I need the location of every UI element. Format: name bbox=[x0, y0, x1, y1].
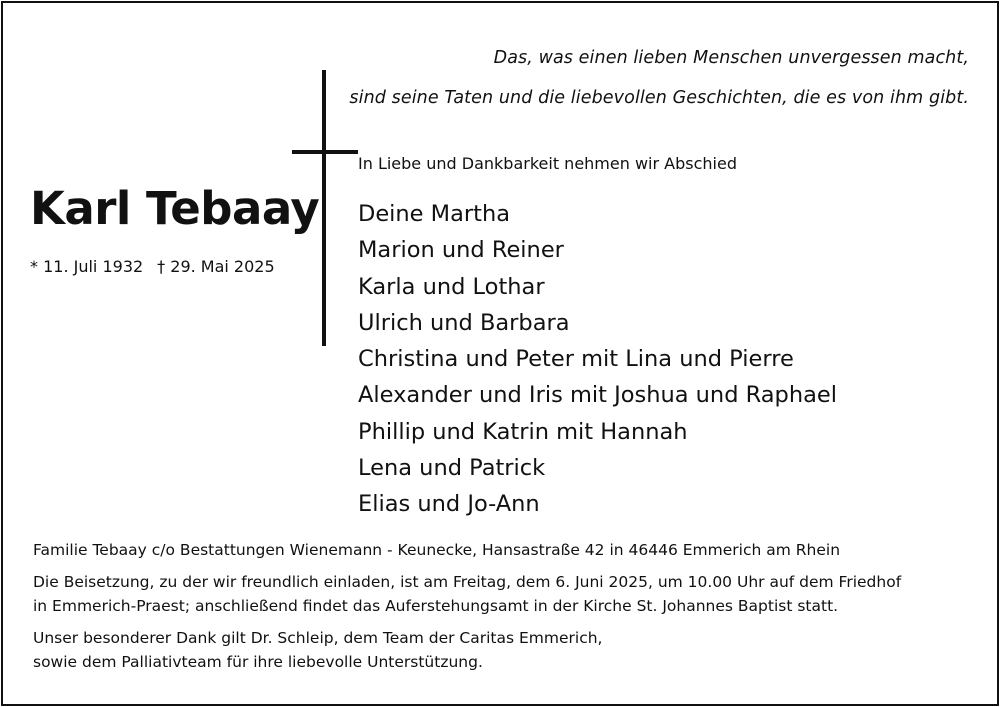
family-member: Phillip und Katrin mit Hannah bbox=[358, 418, 688, 445]
funeral-info-line-2: in Emmerich-Praest; anschließend findet das Auferstehungsamt in der Kirche St. Johannes Baptist statt. bbox=[33, 597, 839, 615]
cross-vertical-bar bbox=[322, 70, 326, 346]
birth-date: * 11. Juli 1932 bbox=[30, 257, 144, 276]
family-member: Elias und Jo-Ann bbox=[358, 491, 540, 518]
farewell-text: In Liebe und Dankbarkeit nehmen wir Abschied bbox=[358, 154, 737, 173]
family-list bbox=[358, 196, 837, 523]
life-dates bbox=[30, 257, 275, 276]
thanks-line-1: Unser besonderer Dank gilt Dr. Schleip, dem Team der Caritas Emmerich, bbox=[33, 629, 603, 647]
thanks-line-2: sowie dem Palliativteam für ihre liebevolle Unterstützung. bbox=[33, 653, 483, 671]
quote-line-2: sind seine Taten und die liebevollen Geschichten, die es von ihm gibt. bbox=[349, 88, 969, 108]
funeral-info-line-1: Die Beisetzung, zu der wir freundlich einladen, ist am Freitag, dem 6. Juni 2025, um 10.00 Uhr auf dem Friedhof bbox=[33, 573, 902, 591]
deceased-name: Karl Tebaay bbox=[30, 182, 320, 235]
family-member: Christina und Peter mit Lina und Pierre bbox=[358, 346, 794, 373]
family-member: Lena und Patrick bbox=[358, 455, 546, 482]
contact-address: Familie Tebaay c/o Bestattungen Wienemann - Keunecke, Hansastraße 42 in 46446 Emmerich am Rhein bbox=[33, 541, 841, 559]
family-member: Karla und Lothar bbox=[358, 273, 545, 300]
family-member: Marion und Reiner bbox=[358, 237, 564, 264]
cross-horizontal-bar bbox=[292, 150, 358, 154]
death-date: † 29. Mai 2025 bbox=[157, 257, 275, 276]
quote-line-1: Das, was einen lieben Menschen unvergessen macht, bbox=[493, 48, 969, 68]
family-member: Deine Martha bbox=[358, 201, 510, 227]
family-member: Alexander und Iris mit Joshua und Raphael bbox=[358, 382, 837, 409]
family-member: Ulrich und Barbara bbox=[358, 309, 570, 336]
